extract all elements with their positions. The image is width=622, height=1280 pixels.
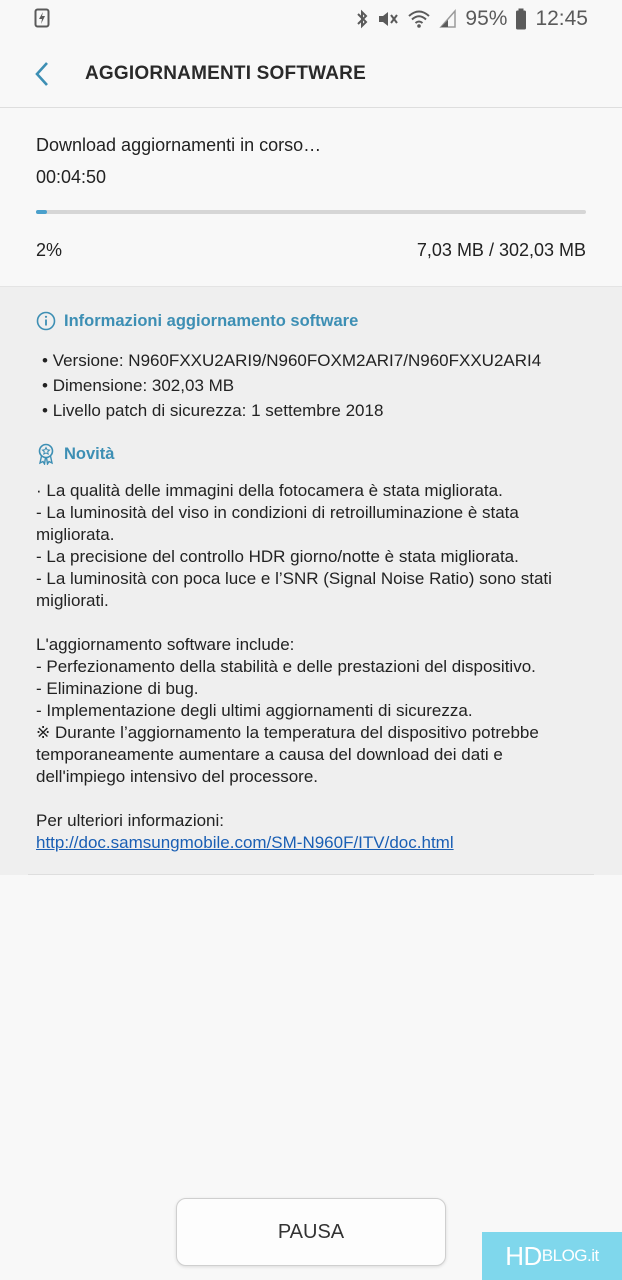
release-note-line: ※ Durante l’aggiornamento la temperatura del dispositivo potrebbe temporaneamente aumentare a causa del download dei dati e dell'impiego intensivo del processore. xyxy=(36,723,539,786)
pause-button[interactable]: PAUSA xyxy=(176,1198,446,1266)
news-heading-label: Novità xyxy=(64,444,115,463)
app-header xyxy=(0,40,622,108)
download-size: 7,03 MB / 302,03 MB xyxy=(416,240,586,260)
release-note-line: L'aggiornamento software include: xyxy=(36,635,295,654)
screenshot-notification-icon xyxy=(34,8,50,34)
more-info-label: Per ulteriori informazioni: xyxy=(36,811,225,830)
battery-icon xyxy=(515,8,527,30)
list-item: • Livello patch di sicurezza: 1 settembre 2018 xyxy=(42,398,541,423)
release-note-line: - Eliminazione di bug. xyxy=(36,679,199,698)
download-progress-bar xyxy=(36,210,586,214)
release-note-line: · La qualità delle immagini della fotocamera è stata migliorata. xyxy=(36,481,503,500)
hdblog-watermark-logo: HD BLOG .it xyxy=(482,1232,622,1280)
release-note-line: - La precisione del controllo HDR giorno/notte è stata migliorata. xyxy=(36,547,519,566)
release-note-line: - La luminosità con poca luce e l’SNR (Signal Noise Ratio) sono stati migliorati. xyxy=(36,569,552,610)
release-notes xyxy=(36,480,596,854)
release-note-line: - Implementazione degli ultimi aggiornamenti di sicurezza. xyxy=(36,701,473,720)
more-info-link[interactable]: http://doc.samsungmobile.com/SM-N960F/ITV/doc.html xyxy=(36,833,454,852)
release-note-line: - Perfezionamento della stabilità e delle prestazioni del dispositivo. xyxy=(36,657,536,676)
download-percent: 2% xyxy=(36,240,63,260)
update-details-list xyxy=(42,348,541,423)
download-status: Download aggiornamenti in corso… xyxy=(36,135,322,155)
status-bar xyxy=(0,0,622,40)
back-button[interactable] xyxy=(22,54,62,94)
divider xyxy=(28,874,594,875)
bluetooth-icon xyxy=(355,9,369,29)
download-elapsed-time: 00:04:50 xyxy=(36,167,107,187)
wifi-icon xyxy=(407,9,431,29)
info-section-heading xyxy=(36,311,358,331)
download-progress-fill xyxy=(36,210,47,214)
mute-icon xyxy=(377,9,399,29)
signal-icon xyxy=(439,9,457,29)
award-ribbon-icon xyxy=(36,443,56,465)
page-title: AGGIORNAMENTI SOFTWARE xyxy=(85,63,366,84)
list-item: • Versione: N960FXXU2ARI9/N960FOXM2ARI7/N960FXXU2ARI4 xyxy=(42,348,541,373)
clock: 12:45 xyxy=(535,7,588,30)
news-section-heading xyxy=(36,443,114,465)
list-item: • Dimensione: 302,03 MB xyxy=(42,373,541,398)
info-heading-label: Informazioni aggiornamento software xyxy=(64,311,359,330)
info-icon xyxy=(36,311,56,331)
chevron-left-icon xyxy=(34,61,50,87)
battery-percent: 95% xyxy=(465,7,508,30)
release-note-line: - La luminosità del viso in condizioni di retroilluminazione è stata migliorata. xyxy=(36,503,519,544)
